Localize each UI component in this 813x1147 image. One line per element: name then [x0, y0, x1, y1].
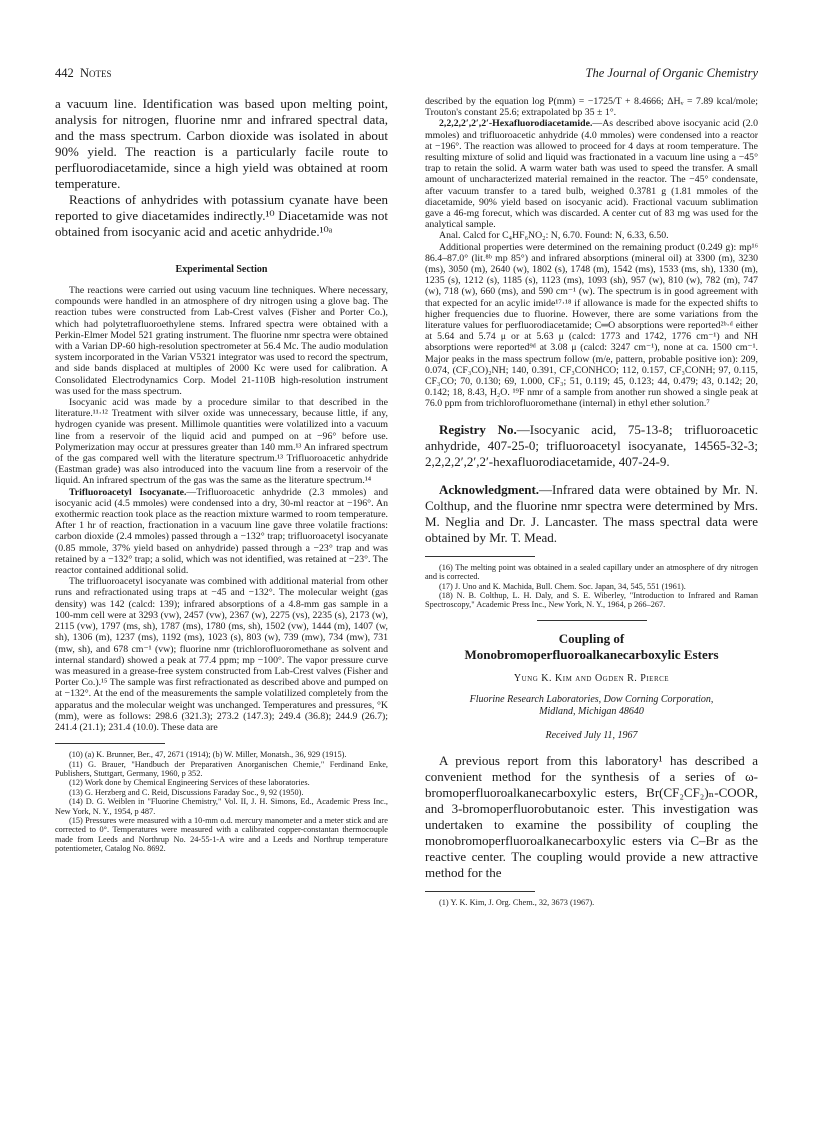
footnote: (11) G. Brauer, "Handbuch der Preparativen Anorganischen Chemie," Ferdinand Enke, Publishers, Stuttgart, Germany, 1960, p 352.: [55, 759, 388, 778]
footnote: (12) Work done by Chemical Engineering Services of these laboratories.: [69, 778, 310, 788]
vapor-pressure-continuation: described by the equation log P(mm) = −1725/T + 8.4666; ΔHᵥ = 7.89 kcal/mole; Trouton's constant 25.6; extrapolated bp 35 ± 1°.: [425, 96, 758, 119]
article-footnote: (1) Y. K. Kim, J. Org. Chem., 32, 3673 (1967).: [439, 897, 595, 907]
footnote: (18) N. B. Colthup, L. H. Daly, and S. E. Wiberley, "Introduction to Infrared and Raman Spectroscopy," Academic Press Inc., New York, N. Y., 1964, p 266–267.: [425, 590, 758, 610]
footnote: (16) The melting point was obtained in a sealed capillary under an atmosphere of dry nitrogen and is corrected.: [425, 562, 758, 582]
acknowledgment-text: —Infrared data were obtained by Mr. N. Colthup, and the fluorine nmr spectra were determined by Mrs. M. Neglia and Dr. J. Lancaster. The mass spectral data were obtained by Mr. T. Mead.: [425, 481, 758, 545]
experimental-paragraph-1: The reactions were carried out using vacuum line techniques. Where necessary, compounds were handled in an atmosphere of dry nitrogen using a glove bag. The reaction tubes were constructed from Lab-Crest valves (Fisher and Porter Co.), which had polytetrafluoroethylene stems. Infrared spectra were obtained with a Perkin-Elmer Model 521 grating instrument. The fluorine nmr spectra were obtained with a Varian DP-60 high-resolution spectrometer at 56.4 Mc. The audio modulation system incorporated in the Varian V5321 integrator was used to record the spectrum, and side bands displaced at multiples of 2000 Kc were used for calibration. A Consolidated Electrodynamics Corp. Model 21-110B high-resolution instrument was used for the mass spectrum.: [55, 285, 388, 397]
footnote: (15) Pressures were measured with a 10-mm o.d. mercury manometer and a meter stick and are corrected to 0°. Temperatures were measured with a calibrated copper-constantan thermocouple made from Leeds and Northrup No. 24-55-1-A wire and a Leeds and Northrup temperature potentiometer, Catalog No. 8692.: [55, 815, 388, 854]
footnote-rule: [425, 556, 535, 557]
acknowledgment-heading: Acknowledgment.: [439, 481, 540, 497]
footnote: (13) G. Herzberg and C. Reid, Discussions Faraday Soc., 9, 92 (1950).: [69, 787, 304, 797]
article-title-line-2: Monobromoperfluoroalkanecarboxylic Esters: [464, 646, 719, 662]
hexafluorodiacetamide-paragraph: [425, 118, 758, 230]
article-title: [425, 631, 758, 663]
registry-text: —Isocyanic acid, 75-13-8; trifluoroacetic anhydride, 407-25-0; trifluoroacetyl isocyanate, 14565-32-3; 2,2,2,2′,2′,2′-hexafluorodiacetamide, 407-24-9.: [425, 421, 758, 469]
footnote: (17) J. Uno and K. Machida, Bull. Chem. Soc. Japan, 34, 545, 551 (1961).: [439, 581, 686, 591]
section-name: Notes: [80, 66, 112, 80]
trifluoroacetyl-isocyanate-paragraph: [55, 487, 388, 577]
intro-paragraph-2: Reactions of anhydrides with potassium cyanate have been reported to give diacetamides indirectly.¹⁰ Diacetamide was not obtained from isocyanic acid and acetic anhydride.¹⁰ᵃ: [55, 192, 388, 239]
trifluoroacetyl-isocyanate-text: —Trifluoroacetic anhydride (2.3 mmoles) and isocyanic acid (4.5 mmoles) were condensed into a dry, 30-ml reactor at −196°. An exothermic reaction took place as the reaction mixture warmed to room temperature. After 1 hr of reaction, fractionation in a vacuum line gave three volatile fractions: carbon dioxide (2.4 mmoles) passed through a −132° trap; trifluoroacetyl isocyanate (0.85 mmole, 37% yield based on anhydride) passed through a −23° trap and was retained by a −132° trap; a solid, which was not identified, was retained at −23°. The reactor contained additional solid.: [55, 486, 388, 577]
article-body: A previous report from this laboratory¹ has described a convenient method for the synthesis of a series of ω-bromoperfluoroalkanecarboxylic esters, Br(CF₂CF₂)ₙ-COOR, and 3-bromoperfluorobutanoic ester. This investigation was undertaken to examine the possibility of coupling the monobromoperfluoroalkanecarboxylic esters via C–Br as the reactive center. The coupling would provide a new attractive method for the: [425, 752, 758, 880]
article-separator-rule: [537, 620, 647, 621]
additional-properties-paragraph: Additional properties were determined on the remaining product (0.249 g): mp¹⁶ 86.4–87.0° (lit.⁸ᵇ mp 85°) and infrared absorptions (mineral oil) at 3300 (m), 3230 (ms), 3050 (m), 2640 (w), 1802 (s), 1748 (m), 1542 (ms), 1533 (ms, sh), 1330 (m), 1235 (s), 1212 (s), 1185 (s), 1123 (ms), 1093 (sh), 957 (w), 810 (w), 782 (m), 747 (w), 718 (w), 660 (ms), and 590 cm⁻¹ (w). The spectrum is in good agreement with that expected for an acylic imide¹⁷·¹⁸ if allowance is made for the expected shifts to higher frequencies due to fluorine. However, there are some variations from the literature values for perfluorodiacetamide; C═O absorptions were reported²ᵇ·ᵈ either at 5.64 and 5.74 μ or at 5.63 μ (calcd: 1773 and 1742, 1776 cm⁻¹) and NH absorptions were reported⁹ᵈ at 3.08 μ (calcd: 3247 cm⁻¹), none at ca. 1500 cm⁻¹. Major peaks in the mass spectrum follow (m/e, pattern, probable positive ion): 209, 0.074, (CF₃CO)₂NH; 140, 0.391, CF₃CONHCO; 112, 0.157, CF₃CONH; 97, 0.115, CF₃CO; 70, 0.130; 69, 1.000, CF₃; 51, 0.119; 45, 0.123; 44, 0.479; 43, 0.142; 20, 0.142; 18, 8.43, H₂O. ¹⁹F nmr of a sample from another run showed a single peak at 76.0 ppm from trichlorofluoromethane (internal) in ethyl ether solution.⁷: [425, 241, 758, 410]
experimental-paragraph-2: Isocyanic acid was made by a procedure similar to that described in the literature.¹¹·¹² Treatment with silver oxide was unnecessary, because little, if any, hydrogen cyanide was present. Millimole quantities were volatilized into a vacuum line from a reservoir of the liquid acid and pumped on at −96° before use. Polymerization may occur at pressures greater than 140 mm.¹³ An infrared spectrum of the gas compared well with the literature spectrum.¹³ Trifluoroacetic anhydride (Eastman grade) was also introduced into the vacuum line from a reservoir of the liquid. An infrared spectrum of the gas was the same as the literature spectrum.¹⁴: [55, 397, 388, 487]
right-footnotes: [425, 563, 758, 610]
hexafluorodiacetamide-heading: 2,2,2,2′,2′,2′-Hexafluorodiacetamide.: [439, 118, 593, 130]
article-title-line-1: Coupling of: [558, 630, 625, 646]
intro-paragraph: a vacuum line. Identification was based upon melting point, analysis for nitrogen, fluorine nmr and infrared spectral data, and the mass spectrum. Carbon dioxide was isolated in about 90% yield. The reaction is a particularly facile route to perfluorodiacetamide, since a high yield was obtained at room temperature.: [55, 96, 388, 191]
analysis-line: Anal. Calcd for C₄HF₆NO₂: N, 6.70. Found: N, 6.33, 6.50.: [439, 230, 669, 242]
footnote: (14) D. G. Weiblen in "Fluorine Chemistry," Vol. II, J. H. Simons, Ed., Academic Press Inc., New York, N. Y., 1954, p 487.: [55, 797, 388, 816]
footnote: (10) (a) K. Brunner, Ber., 47, 2671 (1914); (b) W. Miller, Monatsh., 36, 929 (1915).: [69, 750, 347, 760]
page-number-and-section: [55, 66, 112, 81]
experimental-paragraph-4: The trifluoroacetyl isocyanate was combined with additional material from other runs and refractionated using traps at −45 and −132°. The molecular weight (gas density) was 142 (calcd: 139); infrared absorptions of a 4.8-mm gas sample in a 100-mm cell were at 3293 (vw), 2457 (vw), 2367 (w), 2275 (vs), 2235 (s), 2173 (w), 2115 (vw), 1797 (ms, sh), 1787 (ms), 1780 (ms, sh), 1502 (vw), 1444 (m), 1407 (w, sh), 1306 (m), 1237 (ms), 1192 (ms), 1023 (s), 803 (w), 739 (mw), 734 (mw), 731 (mw, sh), and 678 cm⁻¹ (vw); fluorine nmr (trichlorofluoromethane as solvent and internal standard) showed a peak at 77.4 ppm; mp −100°. The vapor pressure curve was measured in a grease-free system constructed from Lab-Crest valves (Fisher and Porter Co.).¹⁵ The sample was first refractionated as described above and pumped on at −132°. At the end of the measurements the sample volatilized completely from the apparatus and the molecular weight was unchanged. Temperatures and pressures, °K (mm), were as follows: 298.6 (321.3); 273.2 (147.3); 249.4 (36.8); 244.9 (26.7); 241.4 (21.1); 231.4 (10.0). These data are: [55, 576, 388, 733]
acknowledgment-paragraph: [425, 482, 758, 546]
received-date: Received July 11, 1967: [545, 729, 638, 741]
article-authors: Yung K. Kim and Ogden R. Pierce: [513, 672, 670, 684]
left-column: [55, 96, 388, 1139]
right-column: [425, 96, 758, 1139]
registry-heading: Registry No.: [439, 421, 517, 437]
affiliation-line-1: Fluorine Research Laboratories, Dow Corning Corporation,: [469, 693, 714, 705]
article-affiliation: [425, 694, 758, 718]
hexafluorodiacetamide-text: —As described above isocyanic acid (2.0 mmoles) and trifluoroacetic anhydride (4.0 mmoles) were condensed into a reactor at −196°. The reaction was allowed to proceed for 4 days at room temperature. The resulting mixture of solid and liquid was fractionated in a vacuum line using a −45° trap to retain the solid. A warm water bath was used to speed the transfer. A small amount of uncharacterized material remained in the reactor. The −45° condensate, after vacuum transfer to a tared bulb, weighed 0.3781 g (1.81 mmoles of the diacetamide, 90% yield based on isocyanic acid). Fractional vacuum sublimation gave a 46-mg forecut, which was discarded. A center cut of 83 mg was used for the analytical sample.: [425, 118, 758, 231]
footnote-rule: [55, 743, 165, 744]
page-number: 442: [55, 66, 74, 80]
registry-paragraph: [425, 422, 758, 470]
footnote-rule: [425, 891, 535, 892]
journal-name: The Journal of Organic Chemistry: [585, 66, 758, 80]
trifluoroacetyl-isocyanate-heading: Trifluoroacetyl Isocyanate.: [69, 486, 187, 498]
experimental-heading: Experimental Section: [175, 264, 268, 275]
affiliation-line-2: Midland, Michigan 48640: [539, 705, 644, 717]
left-footnotes: [55, 750, 388, 853]
running-header: [55, 66, 758, 82]
